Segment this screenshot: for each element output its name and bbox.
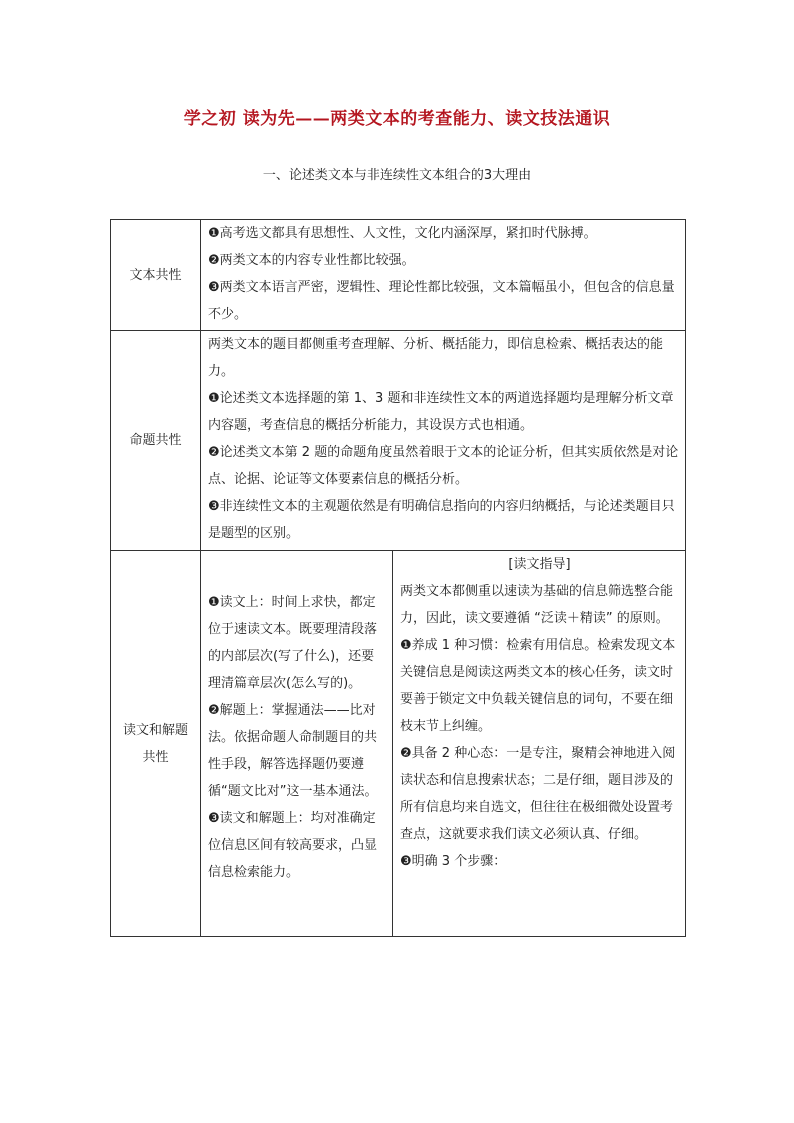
row-header	[111, 551, 201, 937]
table-row	[111, 551, 686, 937]
row-header: 命题共性	[111, 331, 201, 551]
content-line: 两类文本都侧重以速读为基础的信息筛选整合能力，因此，读文要遵循 “泛读＋精读” 的原则。	[400, 584, 674, 626]
row-header-line: 共性	[142, 749, 169, 765]
row-content	[201, 331, 686, 551]
content-line: ❸两类文本语言严密，逻辑性、理论性都比较强，文本篇幅虽小，但包含的信息量不少。	[208, 280, 675, 322]
row-content	[201, 220, 686, 331]
content-line: ❶高考选文都具有思想性、人文性，文化内涵深厚，紧扣时代脉搏。	[208, 226, 597, 241]
table-row	[111, 331, 686, 551]
content-line: 两类文本的题目都侧重考查理解、分析、概括能力，即信息检索、概括表达的能力。	[208, 337, 664, 379]
content-line: ❷两类文本的内容专业性都比较强。	[208, 253, 415, 268]
row-content-left	[201, 551, 393, 937]
guide-title: [读文指导]	[508, 557, 571, 572]
content-line: ❶读文上：时间上求快，都定位于速读文本。既要理清段落的内部层次(写了什么)，还要理清篇章层次(怎么写的)。	[208, 595, 378, 691]
row-header: 文本共性	[111, 220, 201, 331]
content-line: ❶论述类文本选择题的第 1、3 题和非连续性文本的两道选择题均是理解分析文章内容题，考查信息的概括分析能力，其设误方式也相通。	[208, 391, 674, 433]
content-line: ❸明确 3 个步骤：	[400, 854, 507, 869]
comparison-table	[110, 219, 686, 937]
content-line: ❸非连续性文本的主观题依然是有明确信息指向的内容归纳概括，与论述类题目只是题型的区别。	[208, 499, 675, 541]
content-line: ❷解题上：掌握通法——比对法。依据命题人命制题目的共性手段，解答选择题仍要遵循“题文比对”这一基本通法。	[208, 703, 378, 799]
content-line: ❷具备 2 种心态：一是专注，聚精会神地进入阅读状态和信息搜索状态；二是仔细，题目涉及的所有信息均来自选文，但往往在极细微处设置考查点，这就要求我们读文必须认真、仔细。	[400, 746, 676, 842]
section-heading: 一、论述类文本与非连续性文本组合的3大理由	[262, 168, 532, 183]
row-content-right	[393, 551, 686, 937]
content-line: ❸读文和解题上：均对准确定位信息区间有较高要求，凸显信息检索能力。	[208, 811, 378, 880]
content-line: ❶养成 1 种习惯：检索有用信息。检索发现文本关键信息是阅读这两类文本的核心任务，读文时要善于锁定文中负载关键信息的词句，不要在细枝末节上纠缠。	[400, 638, 676, 734]
page-title: 学之初 读为先——两类文本的考查能力、读文技法通识	[183, 109, 611, 129]
content-line: ❷论述类文本第 2 题的命题角度虽然着眼于文本的论证分析，但其实质依然是对论点、论据、论证等文体要素信息的概括分析。	[208, 445, 679, 487]
table-row	[111, 220, 686, 331]
row-header-line: 读文和解题	[122, 722, 188, 738]
